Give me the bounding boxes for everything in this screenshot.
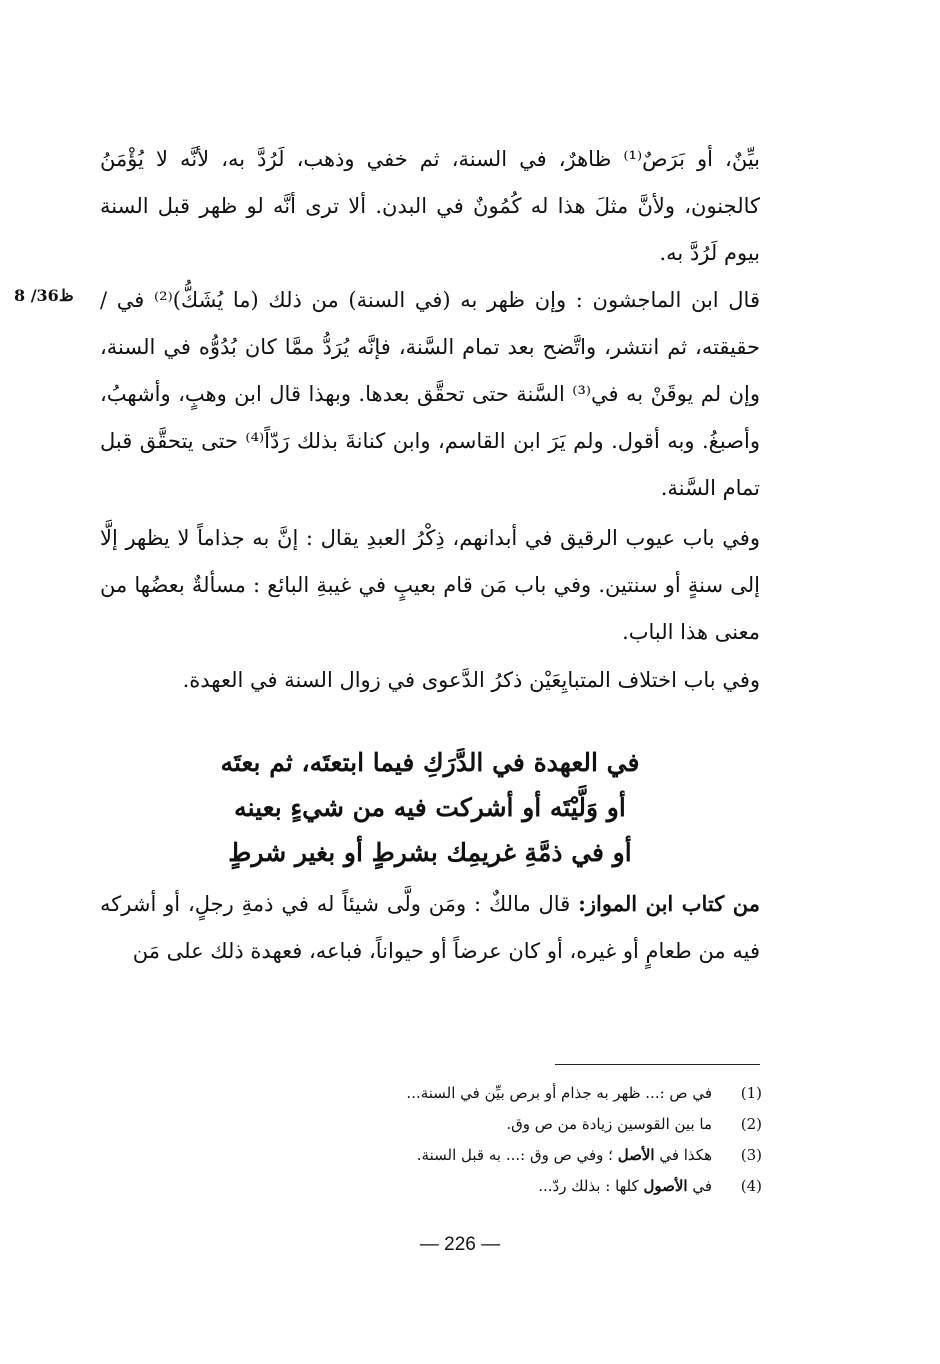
footnote-text-part: هكذا في <box>654 1146 712 1164</box>
heading-line-3: أو في ذمَّةِ غريمِك بشرطٍ أو بغير شرطٍ <box>228 838 632 867</box>
margin-folio-note: 8 /36ظ <box>14 286 74 305</box>
footnote-text-part: ؛ وفي ص وق :... به قبل السنة. <box>416 1146 618 1164</box>
footnote-bold-term: الأصل <box>617 1146 655 1164</box>
footnote <box>300 1140 762 1171</box>
footnote-text: ما بين القوسين زيادة من ص وق. <box>506 1115 712 1133</box>
footnote-number: (4) <box>740 1177 762 1195</box>
paragraph-5 <box>100 880 760 975</box>
footnote-bold-term: الأصول <box>643 1177 688 1195</box>
page-number: — 226 — <box>419 1234 501 1255</box>
footnote-text <box>538 1171 712 1202</box>
footnote <box>300 1078 762 1109</box>
footnote-number: (3) <box>740 1146 762 1164</box>
footnote-separator <box>555 1064 760 1065</box>
heading-line-1: في العهدة في الدَّرَكِ فيما ابتعتَه، ثم بعتَه <box>220 748 640 777</box>
footnote-number: (2) <box>740 1115 762 1133</box>
footnote-text: في ص :... ظهر به جذام أو برص بيِّن في السنة... <box>406 1084 712 1102</box>
footnote <box>300 1171 762 1202</box>
paragraph-1: بيِّنٌ، أو بَرَصٌ⁽¹⁾ ظاهرٌ، في السنة، ثم خفي وذهب، لَرُدَّ به، لأنَّه لا يُؤْمَنُ كالجنون، ولأنَّ مثلَ هذا له كُمُونٌ في البدن. ألا ترى أنَّه لو ظهر قبل السنة بيوم لَرُدَّ به. <box>100 147 761 265</box>
footnote <box>300 1109 762 1140</box>
footnotes <box>300 1078 762 1202</box>
paragraph-5-text: قال مالكٌ : ومَن ولَّى شيئاً له في ذمةِ رجلٍ، أو أشركه فيه من طعامٍ أو غيره، أو كان عرضاً أو حيواناً، فباعه، فعهدة ذلك على مَن <box>100 892 760 963</box>
footnote-number: (1) <box>740 1084 762 1102</box>
section-heading <box>170 740 690 875</box>
footnote-text <box>417 1140 712 1171</box>
footnote-text-part: في <box>687 1177 712 1195</box>
source-citation: من كتاب ابن المواز: <box>578 891 760 916</box>
footnote-text-part: كلها : بذلك ردّ... <box>538 1177 644 1195</box>
heading-line-2: أو وَلَّيْتَه أو أشركت فيه من شيءٍ بعينه <box>234 793 626 822</box>
paragraph-3: وفي باب عيوب الرقيق في أبدانهم، ذِكْرُ العبدِ يقال : إنَّ به جذاماً لا يظهر إلَّا إلى سنةٍ أو سنتين. وفي باب مَن قام بعيبٍ في غيبةِ البائع : مسألةٌ بعضُها من معنى هذا الباب. <box>100 526 760 644</box>
paragraph-4: وفي باب اختلاف المتبايِعَيْن ذكرُ الدَّعوى في زوال السنة في العهدة. <box>182 668 760 692</box>
paragraph-2: قال ابن الماجشون : وإن ظهر به (في السنة) من ذلك (ما يُشَكُّ)⁽²⁾ في / حقيقته، ثم انتشر، واتَّضح بعد تمام السَّنة، فإنَّه يُرَدُّ ممَّا كان بُدُوُّه في السنة، وإن لم يوقَنْ به في⁽³⁾ السَّنة حتى تحقَّق بعدها. وبهذا قال ابن وهبٍ، وأشهبُ، وأصبغُ. وبه أقول. ولم يَرَ ابن القاسم، وابن كنانةَ بذلك رَدّاً⁽⁴⁾ حتى يتحقَّق قبل تمام السَّنة. <box>100 288 761 500</box>
